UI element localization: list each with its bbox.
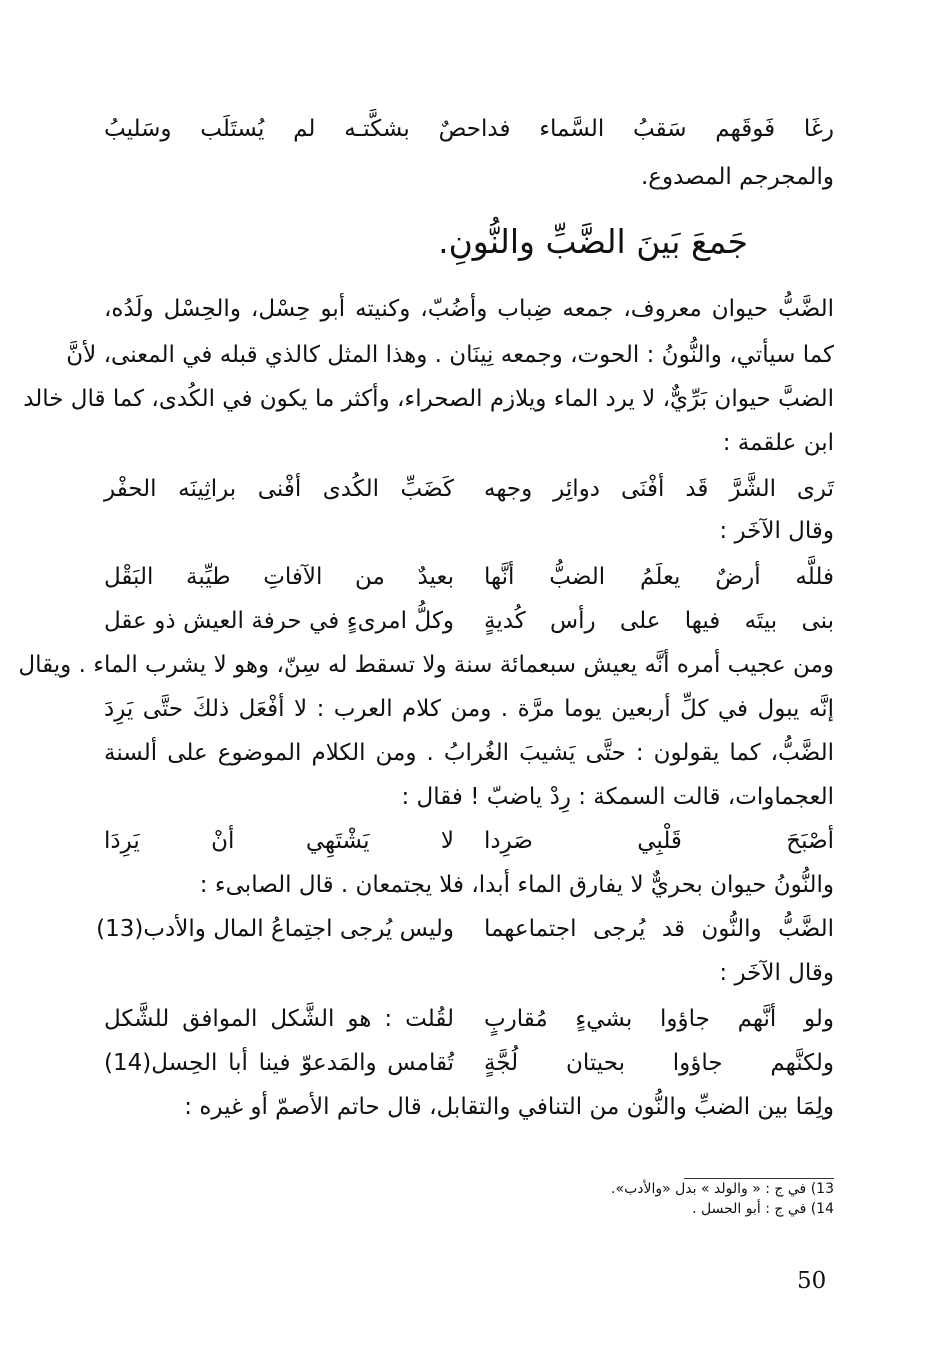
verse-line-top: رغَا فَوقَهم سَقبُ السَّماء فداحصٌ بشكَّتـه لم يُستَلَب وسَليبُ xyxy=(104,116,834,142)
verse-second-hemistich: بعيدٌ من الآفاتِ طيِّبة البَقْل xyxy=(104,564,454,590)
verse-first-hemistich: ولكنَّهم جاؤوا بحيتان لُجَّةٍ xyxy=(484,1050,834,1076)
paragraph-line: ولِمَا بين الضبِّ والنُّون من التنافي والتقابل، قال حاتم الأصمّ أو غيره : xyxy=(184,1094,834,1120)
verse-first-hemistich: أصْبَحَ قَلْبِي صَرِدا xyxy=(484,828,834,854)
verse-second-hemistich: تُقامس والمَدعوّ فينا أبا الحِسل(14) xyxy=(104,1050,454,1076)
poem-verse xyxy=(104,562,834,592)
paragraph-line: الضبَّ حيوان بَرِّيٌّ، لا يرد الماء ويلازم الصحراء، وأكثر ما يكون في الكُدى، كما قال خالد xyxy=(23,386,834,412)
poem-verse xyxy=(104,1048,834,1078)
paragraph-line: الضَّبُّ حيوان معروف، جمعه ضِباب وأضُبّ، وكنيته أبو حِسْل، والحِسْل ولَدُه، xyxy=(104,296,834,322)
verse-first-hemistich: تَرى الشَّرَّ قَد أفْنَى دوائِر وجهه xyxy=(484,476,834,502)
text-line: والمجرجم المصدوع. xyxy=(640,164,834,190)
poem-verse xyxy=(104,1004,834,1034)
verse-second-hemistich: وكلُّ امرىءٍ في حرفة العيش ذو عقل xyxy=(104,608,454,634)
poem-verse xyxy=(104,606,834,636)
verse-first-hemistich: فللَّه أرضٌ يعلَمُ الضبُّ أنَّها xyxy=(484,564,834,590)
poem-verse xyxy=(96,914,834,944)
footnote: 13) في ج : « والولد » بدل «والأدب». xyxy=(611,1181,834,1197)
verse-first-hemistich: ولو أنَّهم جاؤوا بشيءٍ مُقاربٍ xyxy=(484,1006,834,1032)
verse-second-hemistich: كَضَبِّ الكُدى أفْنى براثِينَه الحفْر xyxy=(104,476,454,502)
section-heading: جَمعَ بَينَ الضَّبِّ والنُّونِ. xyxy=(438,222,748,261)
verse-second-hemistich: لقُلت : هو الشَّكل الموافق للشَّكل xyxy=(104,1006,454,1032)
footnote-divider xyxy=(684,1178,834,1179)
page-number: 50 xyxy=(797,1268,827,1294)
paragraph-line: ومن عجيب أمره أنَّه يعيش سبعمائة سنة ولا تسقط له سِنّ، وهو لا يشرب الماء . ويقال xyxy=(18,652,834,678)
verse-first-hemistich: الضَّبُّ والنُّون قد يُرجى اجتماعهما xyxy=(484,916,834,942)
paragraph-line: ابن علقمة : xyxy=(722,430,834,456)
attribution-line: وقال الآخَر : xyxy=(719,518,834,544)
paragraph-line: والنُّونُ حيوان بحريٌّ لا يفارق الماء أبدا، فلا يجتمعان . قال الصابىء : xyxy=(199,872,834,898)
poem-verse xyxy=(104,474,834,504)
paragraph-line: العجماوات، قالت السمكة : رِدْ ياضبّ ! فقال : xyxy=(401,784,834,810)
paragraph-line: إنَّه يبول في كلِّ أربعين يوما مرَّة . ومن كلام العرب : لا أفْعَل ذلكَ حتَّى يَرِدَ xyxy=(104,696,834,722)
paragraph-line: كما سيأتي، والنُّونُ : الحوت، وجمعه نِينَان . وهذا المثل كالذي قبله في المعنى، لأنَّ xyxy=(66,342,834,368)
verse-first-hemistich: بنى بيتَه فيها على رأس كُديةٍ xyxy=(484,608,834,634)
poem-verse xyxy=(104,826,834,856)
attribution-line: وقال الآخَر : xyxy=(719,960,834,986)
footnote: 14) في ج : أبو الحسل . xyxy=(692,1201,834,1217)
verse-second-hemistich: لا يَشْتَهِي أنْ يَرِدَا xyxy=(104,828,454,854)
verse-second-hemistich: وليس يُرجى اجتِماعُ المال والأدب(13) xyxy=(96,916,454,942)
paragraph-line: الضَّبُّ، كما يقولون : حتَّى يَشيبَ الغُرابُ . ومن الكلام الموضوع على ألسنة xyxy=(104,740,834,766)
